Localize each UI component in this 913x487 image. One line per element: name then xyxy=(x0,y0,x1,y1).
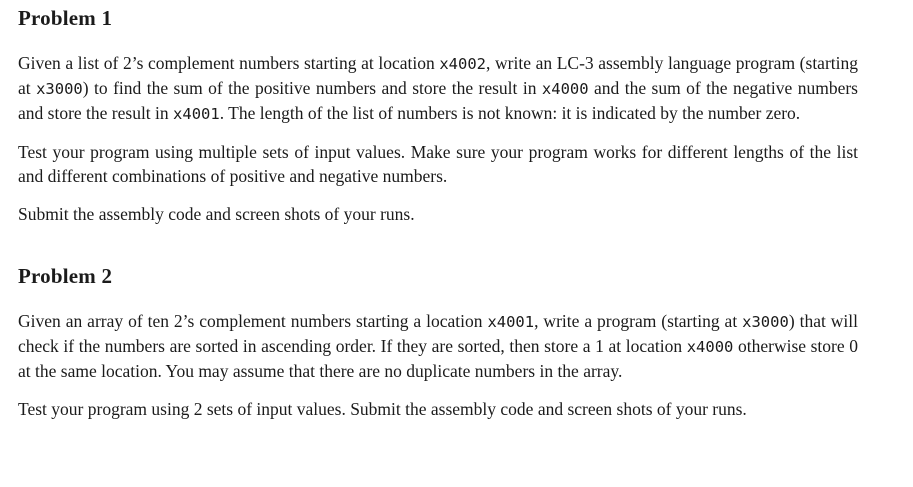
problem-1-section xyxy=(18,6,858,226)
problem-2-paragraph-1 xyxy=(18,309,858,383)
text-segment: Given an array of ten 2’s complement numbers starting a location xyxy=(18,311,488,331)
text-segment: . The length of the list of numbers is not known: it is indicated by the number zero. xyxy=(219,103,801,123)
problem-1-paragraph-2 xyxy=(18,140,858,188)
problem-1-heading: Problem 1 xyxy=(18,6,113,30)
text-segment: and the sum of the negative numbers and store the result in xyxy=(18,78,858,123)
problem-2-heading: Problem 2 xyxy=(18,264,113,288)
code-inline-x4002: x4002 xyxy=(439,55,487,73)
code-inline-x4001: x4001 xyxy=(173,105,220,123)
code-inline-x4000: x4000 xyxy=(686,338,734,356)
problem-1-paragraph-1 xyxy=(18,51,858,126)
text-segment: , write an LC-3 assembly language program (starting at xyxy=(18,53,858,98)
problem-1-paragraph-3 xyxy=(18,202,858,226)
text-segment: ) that will check if the numbers are sorted in ascending order. If they are sorted, then store a 1 at location xyxy=(18,311,859,356)
text-segment: Test your program using 2 sets of input values. Submit the assembly code and screen shots of your runs. xyxy=(18,399,747,419)
problem-2-section xyxy=(18,264,858,421)
code-inline-x3000: x3000 xyxy=(742,313,789,331)
problem-2-paragraph-2 xyxy=(18,397,858,421)
code-inline-x3000: x3000 xyxy=(36,80,83,98)
text-segment: otherwise store 0 at the same location. You may assume that there are no duplicate numbers in the array. xyxy=(18,336,859,381)
text-segment: ) to find the sum of the positive numbers and store the result in xyxy=(82,78,542,98)
text-segment: Given a list of 2’s complement numbers starting at location xyxy=(18,53,440,73)
code-inline-x4001: x4001 xyxy=(487,313,535,331)
code-inline-x4000: x4000 xyxy=(541,80,589,98)
text-segment: Test your program using multiple sets of input values. Make sure your program works for different lengths of the list and different combinations of positive and negative numbers. xyxy=(18,142,858,186)
text-segment: , write a program (starting at xyxy=(534,311,743,331)
text-segment: Submit the assembly code and screen shots of your runs. xyxy=(18,204,415,224)
